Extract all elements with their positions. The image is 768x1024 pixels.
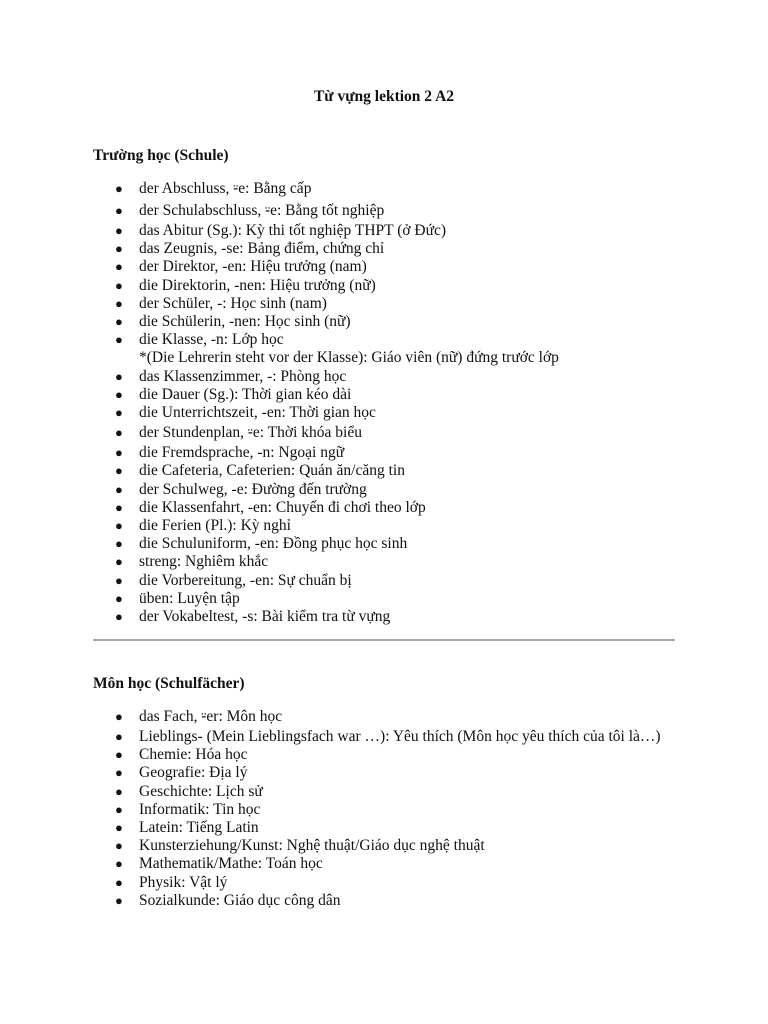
page-title: Từ vựng lektion 2 A2 [313,88,455,105]
bullet-icon: ● [115,536,123,552]
list-item [93,200,683,222]
section-heading-schule: Trường học (Schule) [93,147,229,164]
list-item-text: der Abschluss, ⸚e: Bằng cấp [139,180,312,197]
list-item-text: Geschichte: Lịch sử [139,782,263,800]
list-item-text: üben: Luyện tập [139,589,240,607]
list-item-text: der Schulweg, -e: Đường đến trường [139,480,367,498]
list-item-text: Chemie: Hóa học [139,746,248,764]
bullet-icon: ● [115,874,123,890]
bullet-icon: ● [115,572,123,588]
bullet-icon: ● [115,783,123,799]
list-item [93,258,683,276]
bullet-icon: ● [115,892,123,908]
list-item [93,240,683,258]
list-item [93,481,683,499]
list-item-text: Physik: Vật lý [139,873,228,891]
bullet-icon: ● [115,386,123,402]
bullet-icon: ● [115,181,123,196]
list-item [93,553,683,571]
list-item-text: Informatik: Tin học [139,800,261,818]
list-item-text: die Klasse, -n: Lớp học [139,331,284,349]
bullet-icon: ● [115,801,123,817]
section-heading-schulfaecher: Môn học (Schulfächer) [93,675,245,692]
list-item-text: die Schuluniform, -en: Đồng phục học sinh [139,535,408,553]
list-item-text: die Cafeteria, Cafeterien: Quán ăn/căng tin [139,462,405,480]
list-item [93,535,683,553]
list-item-text: der Stundenplan, ⸚e: Thời khóa biểu [139,424,362,442]
example-note: *(Die Lehrerin steht vor der Klasse): Giáo viên (nữ) đứng trước lớp [139,349,559,367]
list-item [93,422,683,444]
list-item-text: der Vokabeltest, -s: Bài kiểm tra từ vựng [139,608,391,626]
list-item [93,764,683,782]
bullet-icon: ● [115,314,123,330]
bullet-icon: ● [115,820,123,836]
list-item [93,801,683,819]
list-item-text: der Direktor, -en: Hiệu trưởng (nam) [139,258,367,276]
bullet-icon: ● [115,554,123,570]
bullet-icon: ● [115,765,123,781]
list-item [93,892,683,910]
list-item-text: die Fremdsprache, -n: Ngoại ngữ [139,444,345,462]
list-item [93,499,683,517]
bullet-icon: ● [115,203,123,218]
list-item [93,590,683,608]
bullet-icon: ● [115,241,123,257]
bullet-icon: ● [115,445,123,461]
bullet-icon: ● [115,405,123,421]
list-item-text: das Abitur (Sg.): Kỳ thi tốt nghiệp THPT (ở Đức) [139,222,447,239]
list-item-text: die Ferien (Pl.): Kỳ nghỉ [139,517,291,535]
list-item [93,783,683,801]
list-item [93,331,683,367]
vocab-list-schule [93,178,683,626]
list-item [93,572,683,590]
bullet-icon: ● [115,499,123,515]
bullet-icon: ● [115,590,123,606]
bullet-icon: ● [115,609,123,625]
list-item-text: die Klassenfahrt, -en: Chuyến đi chơi theo lớp [139,498,426,516]
bullet-icon: ● [115,747,123,763]
bullet-icon: ● [115,259,123,275]
bullet-icon: ● [115,709,123,724]
list-item [93,277,683,295]
list-item [93,706,683,728]
list-item [93,874,683,892]
bullet-icon: ● [115,856,123,872]
list-item [93,746,683,764]
bullet-icon: ● [115,425,123,441]
list-item [93,178,683,200]
list-item [93,295,683,313]
section-divider [93,639,675,641]
list-item-text: Kunsterziehung/Kunst: Nghệ thuật/Giáo dục nghệ thuật [139,837,485,855]
bullet-icon: ● [115,223,123,238]
bullet-icon: ● [115,332,123,348]
list-item [93,728,683,746]
list-item [93,222,683,240]
list-item-text: Geografie: Địa lý [139,764,248,782]
bullet-icon: ● [115,518,123,534]
list-item [93,462,683,480]
list-item [93,313,683,331]
bullet-icon: ● [115,295,123,311]
list-item-text: die Dauer (Sg.): Thời gian kéo dài [139,385,352,403]
list-item-text: Sozialkunde: Giáo dục công dân [139,891,341,909]
list-item-text: die Vorbereitung, -en: Sự chuẩn bị [139,571,352,589]
list-item-text: die Direktorin, -nen: Hiệu trưởng (nữ) [139,276,376,294]
bullet-icon: ● [115,463,123,479]
list-item [93,855,683,873]
list-item [93,517,683,535]
list-item [93,444,683,462]
list-item-text: das Klassenzimmer, -: Phòng học [139,367,347,385]
list-item-text: das Fach, ⸚er: Môn học [139,708,283,725]
list-item [93,608,683,626]
bullet-icon: ● [115,368,123,384]
list-item-text: der Schüler, -: Học sinh (nam) [139,294,327,312]
list-item [93,819,683,837]
bullet-icon: ● [115,729,123,744]
bullet-icon: ● [115,838,123,854]
list-item-text: Latein: Tiếng Latin [139,819,259,837]
vocab-list-schulfaecher [93,706,683,910]
list-item [93,837,683,855]
list-item-text: die Schülerin, -nen: Học sinh (nữ) [139,313,351,331]
list-item-text: Mathematik/Mathe: Toán học [139,855,323,873]
bullet-icon: ● [115,277,123,293]
list-item-text: streng: Nghiêm khắc [139,553,269,571]
list-item-text: Lieblings- (Mein Lieblingsfach war …): Yêu thích (Môn học yêu thích của tôi là…) [139,728,661,745]
list-item-text: die Unterrichtszeit, -en: Thời gian học [139,404,376,422]
list-item [93,368,683,386]
list-item-text: das Zeugnis, -se: Bảng điểm, chứng chỉ [139,240,385,258]
list-item [93,386,683,404]
list-item [93,404,683,422]
bullet-icon: ● [115,481,123,497]
list-item-text: der Schulabschluss, ⸚e: Bằng tốt nghiệp [139,202,385,219]
